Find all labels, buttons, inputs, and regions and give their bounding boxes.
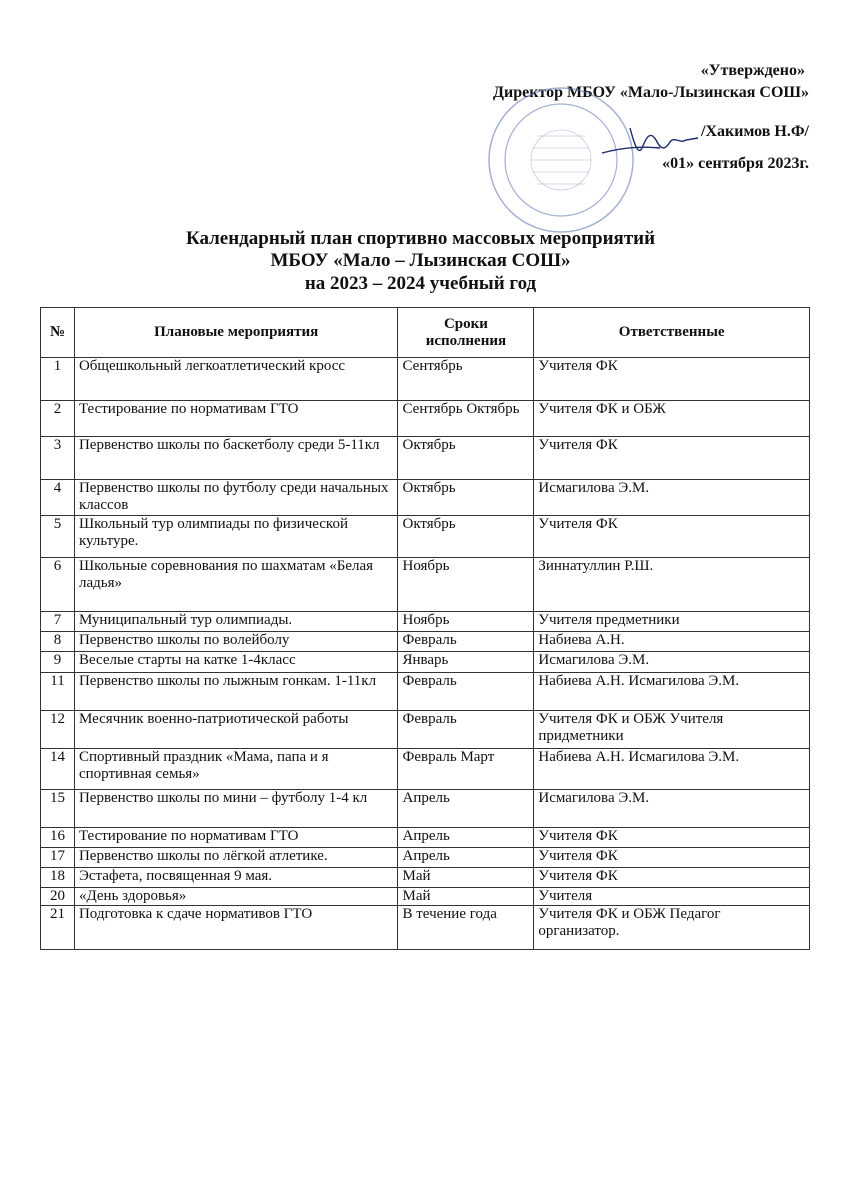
row-event: Месячник военно-патриотической работы [74,711,398,749]
row-num: 6 [41,558,75,612]
row-event: Первенство школы по баскетболу среди 5-11кл [74,437,398,480]
row-resp: Набиева А.Н. Исмагилова Э.М. [534,673,810,711]
row-term: Октябрь [398,516,534,558]
row-num: 14 [41,749,75,790]
row-term: Ноябрь [398,612,534,632]
row-resp: Учителя ФК [534,868,810,888]
title-line-3: на 2023 – 2024 учебный год [304,272,537,294]
row-resp: Учителя ФК [534,358,810,401]
row-num: 4 [41,480,75,516]
row-num: 9 [41,652,75,673]
row-term: Октябрь [398,480,534,516]
row-num: 1 [41,358,75,401]
row-resp: Учителя предметники [534,612,810,632]
table-row [41,612,810,632]
row-event: «День здоровья» [74,888,398,906]
approval-label: «Утверждено» [700,62,805,79]
row-term: Апрель [398,790,534,828]
page-title [0,228,841,295]
row-resp: Учителя ФК [534,437,810,480]
row-resp: Учителя ФК [534,848,810,868]
row-event: Первенство школы по лёгкой атлетике. [74,848,398,868]
row-term: Апрель [398,848,534,868]
director-signature [600,118,700,163]
row-term: Май [398,868,534,888]
row-term: Октябрь [398,437,534,480]
row-num: 16 [41,828,75,848]
row-num: 21 [41,906,75,950]
table-row [41,711,810,749]
row-num: 12 [41,711,75,749]
row-event: Первенство школы по футболу среди начальных классов [74,480,398,516]
row-resp: Исмагилова Э.М. [534,480,810,516]
events-table [40,307,810,950]
row-term: Сентябрь Октябрь [398,401,534,437]
row-term: Май [398,888,534,906]
title-line-2: МБОУ «Мало – Лызинская СОШ» [270,250,571,272]
row-num: 17 [41,848,75,868]
row-resp: Учителя [534,888,810,906]
table-row [41,888,810,906]
table-row [41,516,810,558]
row-event: Первенство школы по волейболу [74,632,398,652]
row-num: 3 [41,437,75,480]
table-row [41,480,810,516]
header-num: № [41,308,75,358]
table-row [41,401,810,437]
row-resp: Зиннатуллин Р.Ш. [534,558,810,612]
row-term: Февраль [398,711,534,749]
row-resp: Учителя ФК [534,828,810,848]
director-name: /Хакимов Н.Ф/ [701,123,809,141]
row-event: Первенство школы по мини – футболу 1-4 кл [74,790,398,828]
table-row [41,673,810,711]
row-num: 5 [41,516,75,558]
row-num: 20 [41,888,75,906]
header-resp: Ответственные [534,308,810,358]
row-term: Февраль [398,632,534,652]
row-num: 18 [41,868,75,888]
table-row [41,828,810,848]
row-resp: Набиева А.Н. [534,632,810,652]
row-event: Общешкольный легкоатлетический кросс [74,358,398,401]
table-row [41,749,810,790]
table-row [41,437,810,480]
table-row [41,906,810,950]
row-num: 2 [41,401,75,437]
row-event: Тестирование по нормативам ГТО [74,828,398,848]
row-num: 15 [41,790,75,828]
header-term: Сроки исполнения [398,308,534,358]
header-event: Плановые мероприятия [74,308,398,358]
table-row [41,358,810,401]
table-row [41,652,810,673]
table-row [41,558,810,612]
table-row [41,790,810,828]
row-event: Эстафета, посвященная 9 мая. [74,868,398,888]
title-line-1: Календарный план спортивно массовых мероприятий [185,228,656,249]
row-resp: Набиева А.Н. Исмагилова Э.М. [534,749,810,790]
row-event: Школьный тур олимпиады по физической культуре. [74,516,398,558]
row-term: В течение года [398,906,534,950]
row-num: 8 [41,632,75,652]
row-resp: Учителя ФК [534,516,810,558]
row-event: Школьные соревнования по шахматам «Белая ладья» [74,558,398,612]
row-term: Февраль Март [398,749,534,790]
row-event: Первенство школы по лыжным гонкам. 1-11кл [74,673,398,711]
row-term: Сентябрь [398,358,534,401]
row-resp: Учителя ФК и ОБЖ [534,401,810,437]
director-title: Директор МБОУ «Мало-Лызинская СОШ» [493,83,809,101]
row-event: Подготовка к сдаче нормативов ГТО [74,906,398,950]
row-term: Январь [398,652,534,673]
approval-date: «01» сентября 2023г. [662,154,809,172]
row-event: Спортивный праздник «Мама, папа и я спортивная семья» [74,749,398,790]
row-event: Тестирование по нормативам ГТО [74,401,398,437]
row-term: Ноябрь [398,558,534,612]
row-event: Муниципальный тур олимпиады. [74,612,398,632]
row-resp: Учителя ФК и ОБЖ Педагог организатор. [534,906,810,950]
row-resp: Учителя ФК и ОБЖ Учителя придметники [534,711,810,749]
row-event: Веселые старты на катке 1-4класс [74,652,398,673]
row-term: Февраль [398,673,534,711]
row-resp: Исмагилова Э.М. [534,652,810,673]
table-row [41,848,810,868]
row-num: 11 [41,673,75,711]
table-row [41,868,810,888]
table-header-row [41,308,810,358]
row-resp: Исмагилова Э.М. [534,790,810,828]
row-num: 7 [41,612,75,632]
row-term: Апрель [398,828,534,848]
table-row [41,632,810,652]
